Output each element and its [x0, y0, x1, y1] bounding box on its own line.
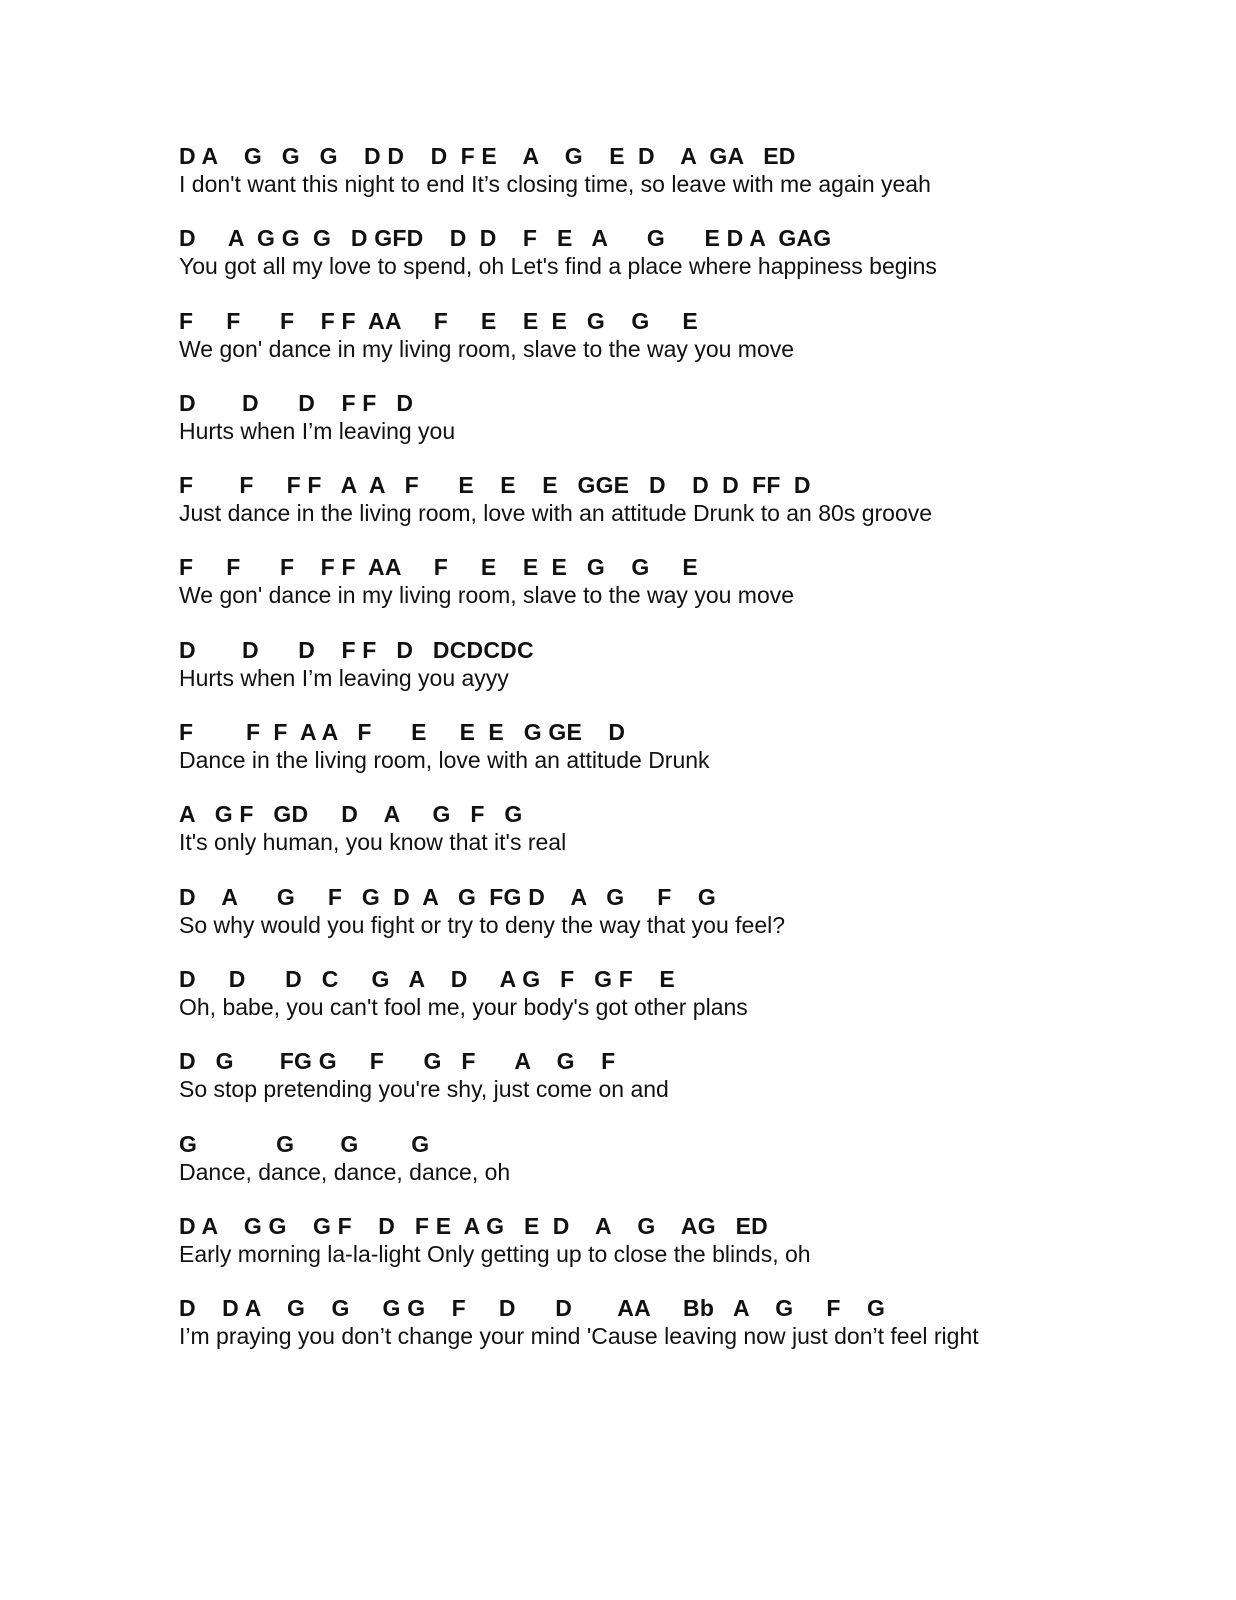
stanza-8 [179, 718, 1179, 800]
note-line: F F F F F AA F E E E G G E [179, 307, 698, 334]
lyric-line: It's only human, you know that it's real [179, 829, 567, 856]
note-line: D G FG G F G F A G F [179, 1048, 616, 1075]
note-line: D D D C G A D A G F G F E [179, 965, 675, 992]
note-line: D A G F G D A G FG D A G F G [179, 883, 716, 910]
stanza-11 [179, 965, 1179, 1047]
note-line: D D D F F D [179, 389, 414, 416]
song-sheet [179, 142, 1179, 1376]
stanza-6 [179, 553, 1179, 635]
note-line: D D D F F D DCDCDC [179, 636, 534, 663]
note-line: D A G G G D GFD D D F E A G E D A GAG [179, 225, 832, 252]
lyric-line: We gon' dance in my living room, slave to the way you move [179, 582, 795, 609]
lyric-line: I don't want this night to end It’s closing time, so leave with me again yeah [179, 171, 931, 197]
note-line: F F F F F AA F E E E G G E [179, 554, 698, 581]
stanza-1 [179, 142, 1179, 224]
lyric-line: Dance in the living room, love with an attitude Drunk [179, 747, 710, 774]
lyric-line: I’m praying you don’t change your mind 'Cause leaving now just don’t feel right [179, 1323, 979, 1350]
note-line: D A G G G F D F E A G E D A G AG ED [179, 1212, 768, 1239]
stanza-15 [179, 1294, 1179, 1376]
stanza-3 [179, 307, 1179, 389]
lyric-line: Hurts when I’m leaving you ayyy [179, 664, 509, 691]
stanza-10 [179, 883, 1179, 965]
note-line: D A G G G D D D F E A G E D A GA ED [179, 143, 796, 169]
lyric-line: Just dance in the living room, love with an attitude Drunk to an 80s groove [179, 500, 933, 527]
lyric-line: You got all my love to spend, oh Let's find a place where happiness begins [179, 253, 937, 280]
note-line: F F F A A F E E E G GE D [179, 719, 626, 746]
lyric-line: We gon' dance in my living room, slave to the way you move [179, 335, 795, 362]
lyric-line: So stop pretending you're shy, just come on and [179, 1076, 669, 1103]
stanza-9 [179, 800, 1179, 882]
stanza-14 [179, 1212, 1179, 1294]
lyric-line: Dance, dance, dance, dance, oh [179, 1158, 511, 1185]
lyric-line: Early morning la-la-light Only getting up to close the blinds, oh [179, 1240, 811, 1267]
note-line: G G G G [179, 1130, 430, 1157]
note-line: F F F F A A F E E E GGE D D D FF D [179, 472, 811, 499]
note-line: D D A G G G G F D D AA Bb A G F G [179, 1295, 886, 1322]
stanza-7 [179, 636, 1179, 718]
stanza-4 [179, 389, 1179, 471]
lyric-line: So why would you fight or try to deny the way that you feel? [179, 911, 786, 938]
stanza-2 [179, 224, 1179, 306]
lyric-line: Hurts when I’m leaving you [179, 417, 456, 444]
note-line: A G F GD D A G F G [179, 801, 523, 828]
stanza-13 [179, 1130, 1179, 1212]
stanza-5 [179, 471, 1179, 553]
lyric-line: Oh, babe, you can't fool me, your body's got other plans [179, 993, 748, 1020]
stanza-12 [179, 1047, 1179, 1129]
